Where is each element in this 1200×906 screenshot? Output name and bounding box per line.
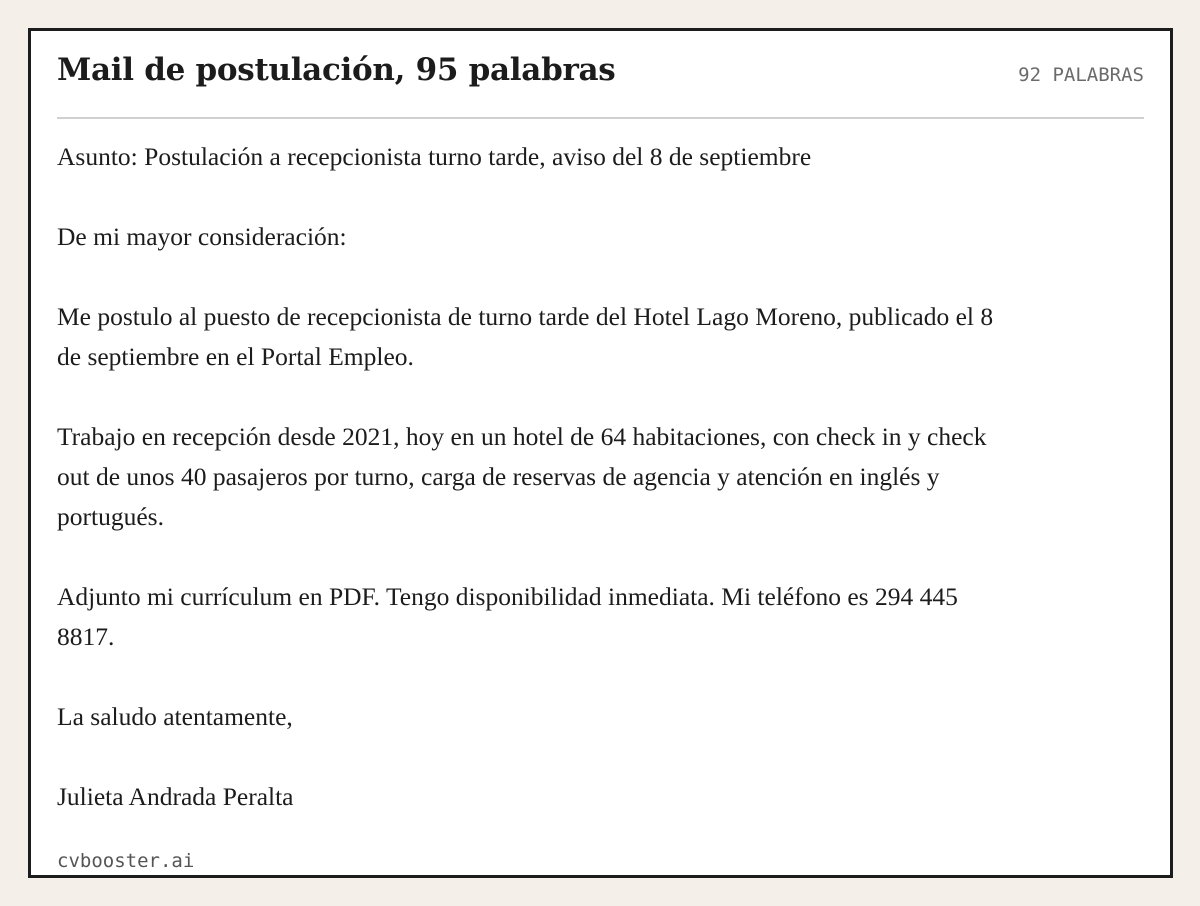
page-title: Mail de postulación, 95 palabras [57, 52, 616, 88]
email-paragraph-contact: Adjunto mi currículum en PDF. Tengo disponibilidad inmediata. Mi teléfono es 294 445 8817. [57, 582, 958, 651]
card-header [57, 31, 1144, 119]
email-closing: La saludo atentamente, [57, 702, 293, 731]
email-greeting: De mi mayor consideración: [57, 222, 347, 251]
email-card [28, 28, 1173, 878]
email-body [57, 137, 1017, 817]
email-paragraph-intro: Me postulo al puesto de recepcionista de turno tarde del Hotel Lago Moreno, publicado el 8 de septiembre en el Portal Empleo. [57, 302, 994, 371]
email-paragraph-experience: Trabajo en recepción desde 2021, hoy en un hotel de 64 habitaciones, con check in y check out de unos 40 pasajeros por turno, carga de reservas de agencia y atención en inglés y portugués. [57, 422, 987, 531]
email-signature: Julieta Andrada Peralta [57, 782, 294, 811]
email-subject: Asunto: Postulación a recepcionista turno tarde, aviso del 8 de septiembre [57, 142, 812, 171]
brand-footer: cvbooster.ai [57, 850, 195, 872]
word-count-badge: 92 PALABRAS [1018, 64, 1144, 86]
